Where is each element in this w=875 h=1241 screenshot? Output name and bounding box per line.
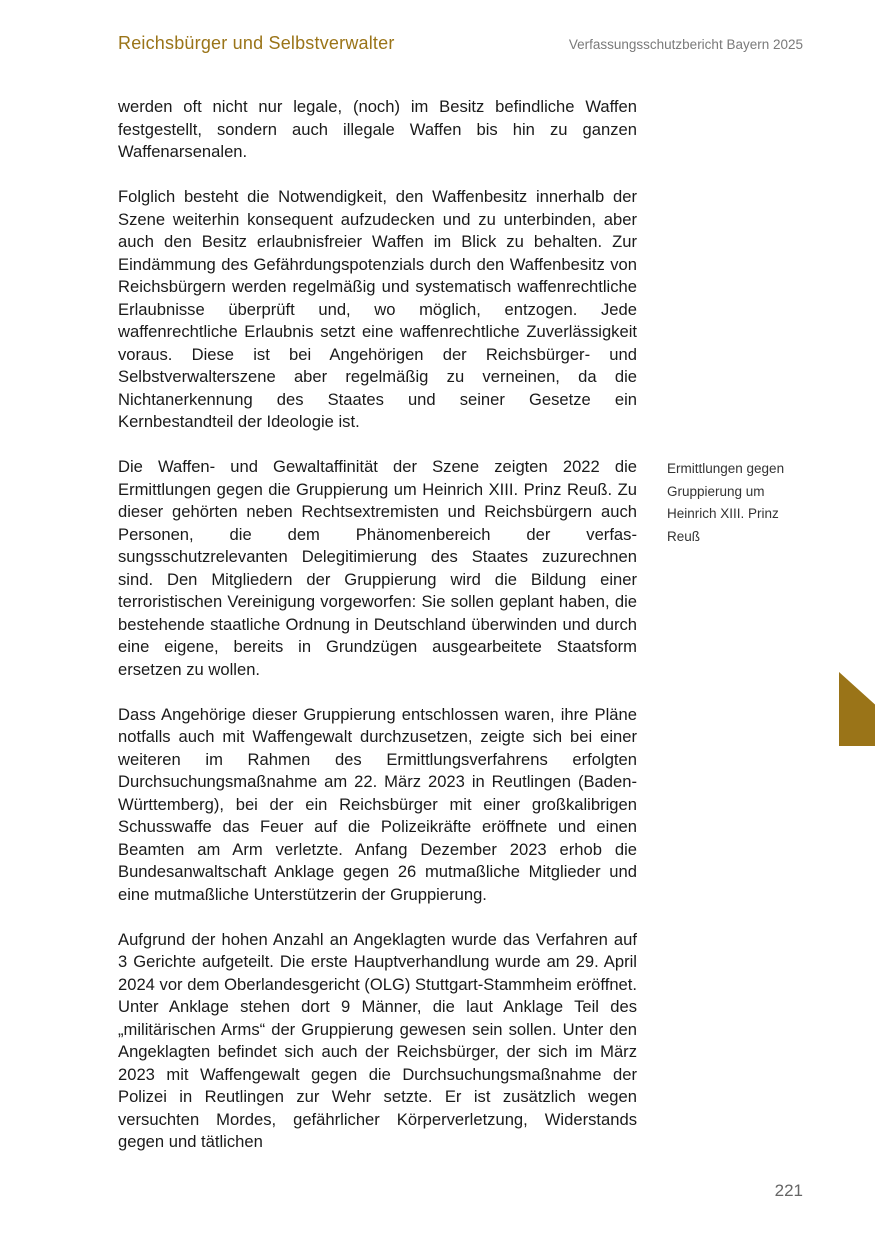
paragraph: Die Waffen- und Gewaltaffinität der Szene zeigten 2022 die Ermittlungen gegen die Gruppierung um Heinrich XIII. Prinz Reuß. Zu dieser gehörten neben Rechtsextremisten und Reichsbürgern auch Personen, die dem Phänomenbereich der verfassungsschutzrelevanten Delegitimierung des Staates zuzurechnen sind. Den Mitgliedern der Gruppierung wird die Bildung einer terroristischen Vereinigung vorgeworfen: Sie sollen geplant haben, die bestehende staatliche Ordnung in Deutschland überwinden und durch eine eigene, bereits in Grundzügen ausgearbeitete Staatsform ersetzen zu wollen. [118, 457, 637, 679]
page-number: 221 [774, 1181, 803, 1200]
paragraph: Dass Angehörige dieser Gruppierung entschlossen waren, ihre Pläne notfalls auch mit Waffengewalt durchzusetzen, zeigte sich bei einer weiteren im Rahmen des Ermittlungsverfahrens erfolgten Durchsuchungsmaßnahme am 22. März 2023 in Reutlingen (Baden-Württemberg), bei der ein Reichsbürger mit einer großkalibrigen Schusswaffe das Feuer auf die Polizeikräfte eröffnete und einen Beamten am Arm verletzte. Anfang Dezember 2023 erhob die Bundesanwaltschaft Anklage gegen 26 mutmaßliche Mitglieder und eine mutmaßliche Unterstützerin der Gruppierung. [118, 704, 637, 904]
report-title: Verfassungsschutzbericht Bayern 2025 [568, 37, 803, 52]
margin-note: Ermittlungen gegen Gruppierung um Heinrich XIII. Prinz Reuß [667, 461, 785, 544]
paragraph: werden oft nicht nur legale, (noch) im Besitz befindliche Waffen festgestellt, sondern auch illegale Waffen bis hin zu ganzen Waffenarsenalen. [118, 97, 637, 161]
paragraph: Aufgrund der hohen Anzahl an Angeklagten wurde das Verfahren auf 3 Gerichte aufgeteilt. Die erste Hauptverhandlung wurde am 29. April 2024 vor dem Oberlandesgericht (OLG) Stuttgart-Stammheim eröffnet. Unter Anklage stehen dort 9 Männer, die laut Anklage Teil des „militärischen Arms“ der Gruppierung gewesen sein sollen. Unter den Angeklagten befindet sich auch der Reichsbürger, der sich im März 2023 mit Waffengewalt gegen die Durchsuchungsmaßnahme der Polizei in Reutlingen zur Wehr setzte. Er ist zusätzlich wegen versuchten Mordes, gefährlicher Körperverletzung, Widerstands gegen und tätlichen [118, 929, 637, 1151]
paragraph: Folglich besteht die Notwendigkeit, den Waffenbesitz innerhalb der Szene weiterhin konsequent aufzudecken und zu unterbinden, aber auch den Besitz erlaubnisfreier Waffen im Blick zu behalten. Zur Eindämmung des Gefährdungspotenzials durch den Waffenbesitz von Reichsbürgern werden regelmäßig und systematisch waffenrechtliche Erlaubnisse überprüft und, wo möglich, entzogen. Jede waffenrechtliche Erlaubnis setzt eine waffenrechtliche Zuverlässigkeit voraus. Diese ist bei Angehörigen der Reichsbürger- und Selbstverwalterszene aber regelmäßig zu verneinen, da die Nichtanerkennung des Staates und seiner Gesetze ein Kernbestandteil der Ideologie ist. [118, 187, 637, 431]
body-text [118, 96, 637, 1176]
section-title: Reichsbürger und Selbstverwalter [118, 33, 395, 53]
chapter-tab-marker [839, 672, 875, 746]
